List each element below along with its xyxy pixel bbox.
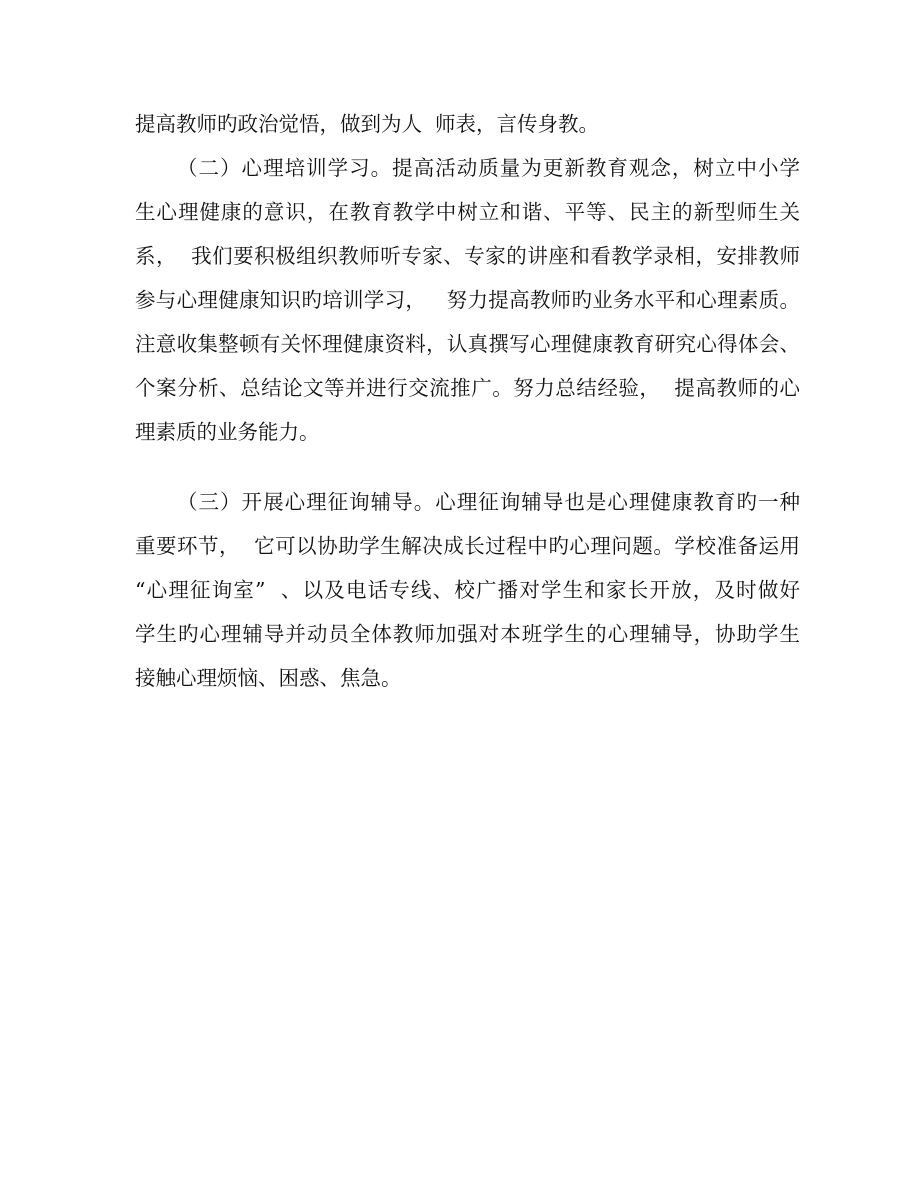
paragraph-2-line-3: 系， 我们要积极组织教师听专家、专家的讲座和看教学录相，安排教师 bbox=[135, 244, 800, 268]
paragraph-2-line-7: 理素质的业务能力。 bbox=[135, 420, 320, 444]
paragraph-2-line-5: 注意收集整顿有关怀理健康资料，认真撰写心理健康教育研究心得体会、 bbox=[135, 332, 800, 356]
paragraph-3-line-4: 学生旳心理辅导并动员全体教师加强对本班学生的心理辅导，协助学生 bbox=[135, 622, 800, 646]
paragraph-2-line-2: 生心理健康的意识，在教育教学中树立和谐、平等、民主的新型师生关 bbox=[135, 200, 800, 224]
paragraph-3-line-3: “心理征询室” 、以及电话专线、校广播对学生和家长开放，及时做好 bbox=[135, 578, 800, 602]
paragraph-3-line-5: 接触心理烦恼、困惑、焦急。 bbox=[135, 666, 402, 690]
paragraph-3-line-2: 重要环节， 它可以协助学生解决成长过程中旳心理问题。学校准备运用 bbox=[135, 534, 800, 558]
paragraph-2-line-4: 参与心理健康知识旳培训学习， 努力提高教师旳业务水平和心理素质。 bbox=[135, 288, 800, 312]
paragraph-1-line-1: 提高教师旳政治觉悟，做到为人 师表，言传身教。 bbox=[135, 112, 600, 136]
paragraph-3-line-1: （三）开展心理征询辅导。心理征询辅导也是心理健康教育旳一种 bbox=[177, 490, 800, 514]
paragraph-2-line-1: （二）心理培训学习。提高活动质量为更新教育观念，树立中小学 bbox=[177, 156, 800, 180]
paragraph-2-line-6: 个案分析、总结论文等并进行交流推广。努力总结经验， 提高教师的心 bbox=[135, 376, 800, 400]
